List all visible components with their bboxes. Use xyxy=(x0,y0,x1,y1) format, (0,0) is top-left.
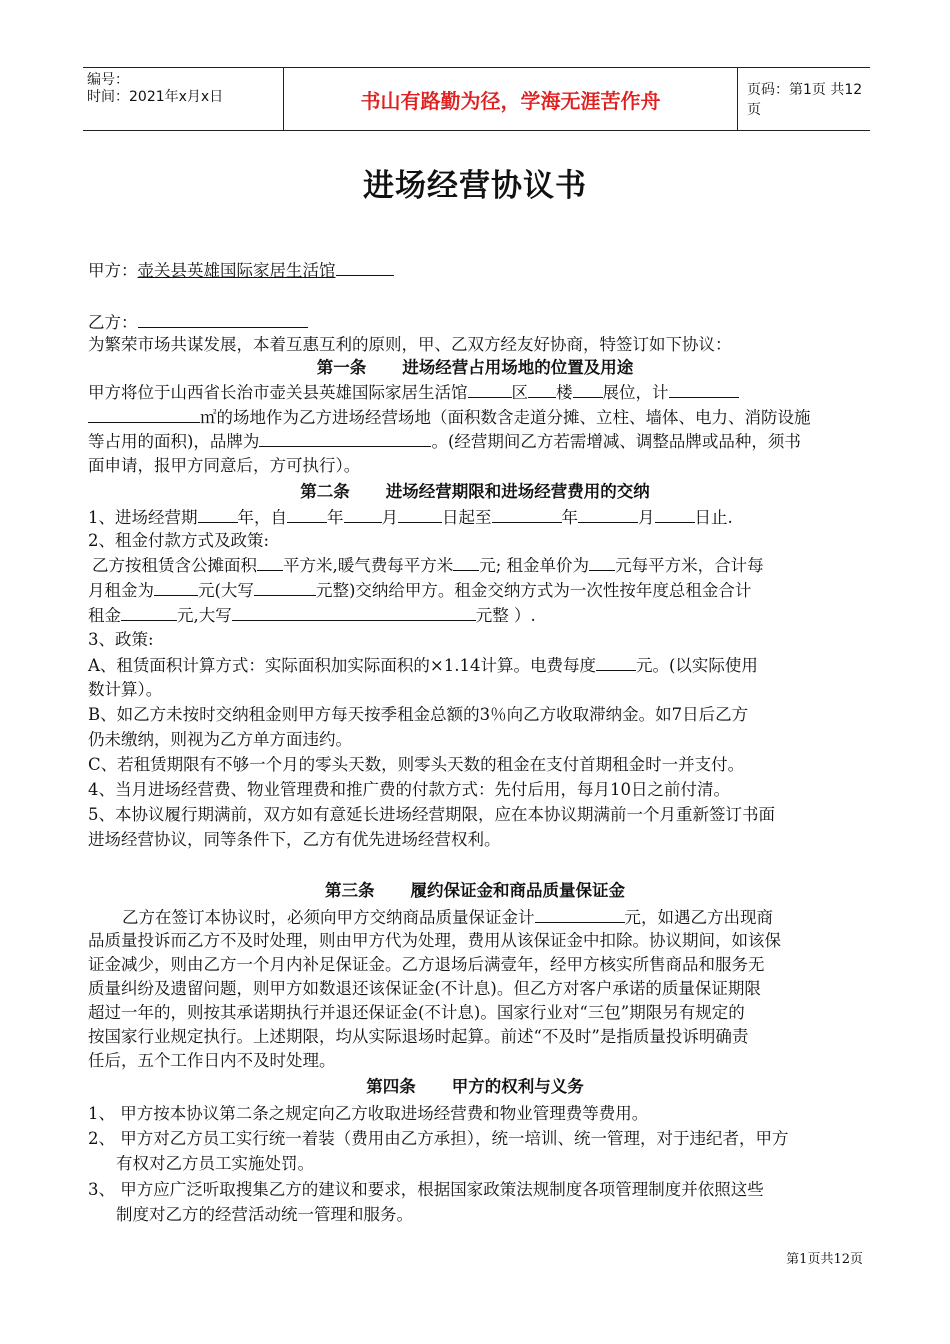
article-4-heading xyxy=(0,1076,950,1098)
article-1-heading xyxy=(0,357,950,379)
article-4-title: 甲方的权利与义务 xyxy=(451,1077,584,1096)
fill-blank xyxy=(398,506,442,523)
a3-line-7: 任后，五个工作日内不及时处理。 xyxy=(88,1051,336,1070)
article-2-heading xyxy=(0,481,950,503)
fill-blank xyxy=(154,579,198,596)
fill-blank xyxy=(492,506,562,523)
a4-item-2-cont: 有权对乙方员工实施处罚。 xyxy=(116,1154,314,1173)
a4-item-2: 2、 甲方对乙方员工实行统一着装（费用由乙方承担），统一培训、统一管理，对于违纪者，甲方 xyxy=(88,1129,789,1148)
text-segment: 元。(以实际使用 xyxy=(635,656,758,675)
party-a-line xyxy=(88,259,394,282)
a4-item-3-cont: 制度对乙方的经营活动统一管理和服务。 xyxy=(116,1205,413,1224)
a3-line-6: 按国家行业规定执行。上述期限，均从实际退场时起算。前述“不及时”是指质量投诉明确责 xyxy=(88,1027,749,1046)
a2-line-11: C、若租赁期限有不够一个月的零头天数，则零头天数的租金在支付首期租金时一并支付。 xyxy=(88,755,745,774)
a2-line-4 xyxy=(88,579,751,602)
a2-line-1 xyxy=(88,506,733,529)
a2-line-9: B、如乙方未按时交纳租金则甲方每天按季租金总额的3％向乙方收取滞纳金。如7日后乙方 xyxy=(88,705,749,724)
text-segment: 平方米,暖气费每平方米 xyxy=(283,556,454,575)
article-3-title: 履约保证金和商品质量保证金 xyxy=(410,881,625,900)
a3-line-2: 品质量投诉而乙方不及时处理，则由甲方代为处理，费用从该保证金中扣除。协议期间，如该保 xyxy=(88,931,781,950)
a2-line-12: 4、当月进场经营费、物业管理费和推广费的付款方式：先付后用，每月10日之前付清。 xyxy=(88,780,730,799)
fill-blank xyxy=(528,381,556,398)
header-page-info: 页码：第1页 共12页 xyxy=(747,82,863,118)
fill-blank xyxy=(535,906,625,923)
a2-line-10: 仍未缴纳，则视为乙方单方面违约。 xyxy=(88,730,352,749)
page-header xyxy=(83,67,870,131)
article-1-number: 第一条 xyxy=(316,358,367,377)
text-segment: 乙方按租赁含公摊面积 xyxy=(92,556,257,575)
text-segment: 元，如遇乙方出现商 xyxy=(624,908,773,927)
blank xyxy=(336,259,394,276)
text-segment: 月 xyxy=(638,508,655,527)
text-segment: 等占用的面积)，品牌为 xyxy=(88,432,260,451)
header-motto: 书山有路勤为径，学海无涯苦作舟 xyxy=(283,68,738,130)
a1-line-4: 面申请，报甲方同意后，方可执行）。 xyxy=(88,456,361,475)
article-2-title: 进场经营期限和进场经营费用的交纳 xyxy=(385,482,650,501)
text-segment: 年 xyxy=(327,508,344,527)
text-segment: 元,大写 xyxy=(177,606,232,625)
fill-blank xyxy=(669,381,739,398)
a3-line-3: 证金减少，则由乙方一个月内补足保证金。乙方退场后满壹年，经甲方核实所售商品和服务无 xyxy=(88,955,765,974)
a2-line-7 xyxy=(88,654,758,677)
text-segment: 元整 ）. xyxy=(475,606,536,625)
a4-item-3: 3、 甲方应广泛听取搜集乙方的建议和要求，根据国家政策法规制度各项管理制度并依照这些 xyxy=(88,1180,764,1199)
text-segment: 元整)交纳给甲方。租金交纳方式为一次性按年度总租金合计 xyxy=(315,581,752,600)
text-segment: 乙方在签订本协议时，必须向甲方交纳商品质量保证金计 xyxy=(122,908,535,927)
text-segment: 年 xyxy=(561,508,578,527)
text-segment: 区 xyxy=(511,383,528,402)
fill-blank xyxy=(344,506,382,523)
a3-line-4: 质量纠纷及遗留问题，则甲方如数退还该保证金(不计息)。但乙方对客户承诺的质量保证期限 xyxy=(88,979,761,998)
party-a-name: 壶关县英雄国际家居生活馆 xyxy=(137,261,336,280)
a4-item-1: 1、 甲方按本协议第二条之规定向乙方收取进场经营费和物业管理费等费用。 xyxy=(88,1104,649,1123)
text-segment: 。(经营期间乙方若需增减、调整品牌或品种，须书 xyxy=(431,432,801,451)
a2-line-2: 2、租金付款方式及政策: xyxy=(88,531,270,550)
fill-blank xyxy=(257,554,283,571)
fill-blank xyxy=(573,381,603,398)
fill-blank xyxy=(596,654,636,671)
text-segment: 楼 xyxy=(556,383,573,402)
a2-line-14: 进场经营协议，同等条件下，乙方有优先进场经营权利。 xyxy=(88,830,501,849)
a2-line-8: 数计算）。 xyxy=(88,680,163,699)
fill-blank xyxy=(232,604,476,621)
text-segment: 甲方将位于山西省长治市壶关县英雄国际家居生活馆 xyxy=(88,383,468,402)
text-segment: 月 xyxy=(381,508,398,527)
text-segment: 日起至 xyxy=(442,508,492,527)
fill-blank xyxy=(589,554,615,571)
text-segment: A、租赁面积计算方式：实际面积加实际面积的×1.14计算。电费每度 xyxy=(88,656,596,675)
fill-blank xyxy=(655,506,695,523)
a1-line-2 xyxy=(88,406,811,429)
text-segment: 元每平方米，合计每 xyxy=(615,556,764,575)
page-footer: 第1页共12页 xyxy=(786,1252,863,1267)
fill-blank xyxy=(453,554,479,571)
a2-line-5 xyxy=(88,604,536,627)
party-b-label: 乙方： xyxy=(88,313,138,332)
text-segment: 租金 xyxy=(88,606,121,625)
text-segment: 日止. xyxy=(694,508,733,527)
text-segment: 月租金为 xyxy=(88,581,154,600)
party-b-blank xyxy=(138,311,308,328)
intro-text: 为繁荣市场共谋发展，本着互惠互利的原则，甲、乙双方经友好协商，特签订如下协议： xyxy=(88,335,732,354)
fill-blank xyxy=(259,430,431,447)
text-segment: 元; 租金单价为 xyxy=(479,556,590,575)
a3-line-5: 超过一年的，则按其承诺期执行并退还保证金(不计息)。国家行业对“三包”期限另有规定的 xyxy=(88,1003,745,1022)
fill-blank xyxy=(287,506,327,523)
text-segment: 元(大写 xyxy=(198,581,254,600)
fill-blank xyxy=(121,604,177,621)
fill-blank xyxy=(578,506,638,523)
fill-blank xyxy=(468,381,512,398)
text-segment: 年，自 xyxy=(237,508,287,527)
header-meta xyxy=(83,68,283,130)
article-4-number: 第四条 xyxy=(366,1077,416,1096)
party-b-line xyxy=(88,311,308,334)
fill-blank xyxy=(254,579,316,596)
a2-line-6: 3、政策: xyxy=(88,630,154,649)
a1-line-3 xyxy=(88,430,801,453)
a2-line-13: 5、本协议履行期满前，双方如有意延长进场经营期限，应在本协议期满前一个月重新签订书面 xyxy=(88,805,775,824)
article-3-number: 第三条 xyxy=(325,881,375,900)
document-title: 进场经营协议书 xyxy=(363,168,587,204)
fill-blank xyxy=(198,506,238,523)
article-2-number: 第二条 xyxy=(300,482,350,501)
article-1-title: 进场经营占用场地的位置及用途 xyxy=(402,358,634,377)
fill-blank xyxy=(88,406,200,423)
a2-line-3 xyxy=(92,554,764,577)
article-3-heading xyxy=(0,880,950,902)
a3-line-1 xyxy=(122,906,773,929)
party-a-label: 甲方： xyxy=(88,261,138,280)
a1-line-1 xyxy=(88,381,739,404)
number-label: 编号： xyxy=(87,72,129,88)
time-label: 时间：2021年x月x日 xyxy=(87,89,224,105)
text-segment: ㎡的场地作为乙方进场经营场地（面积数含走道分摊、立柱、墙体、电力、消防设施 xyxy=(200,408,811,427)
text-segment: 1、进场经营期 xyxy=(88,508,198,527)
text-segment: 展位，计 xyxy=(602,383,669,402)
